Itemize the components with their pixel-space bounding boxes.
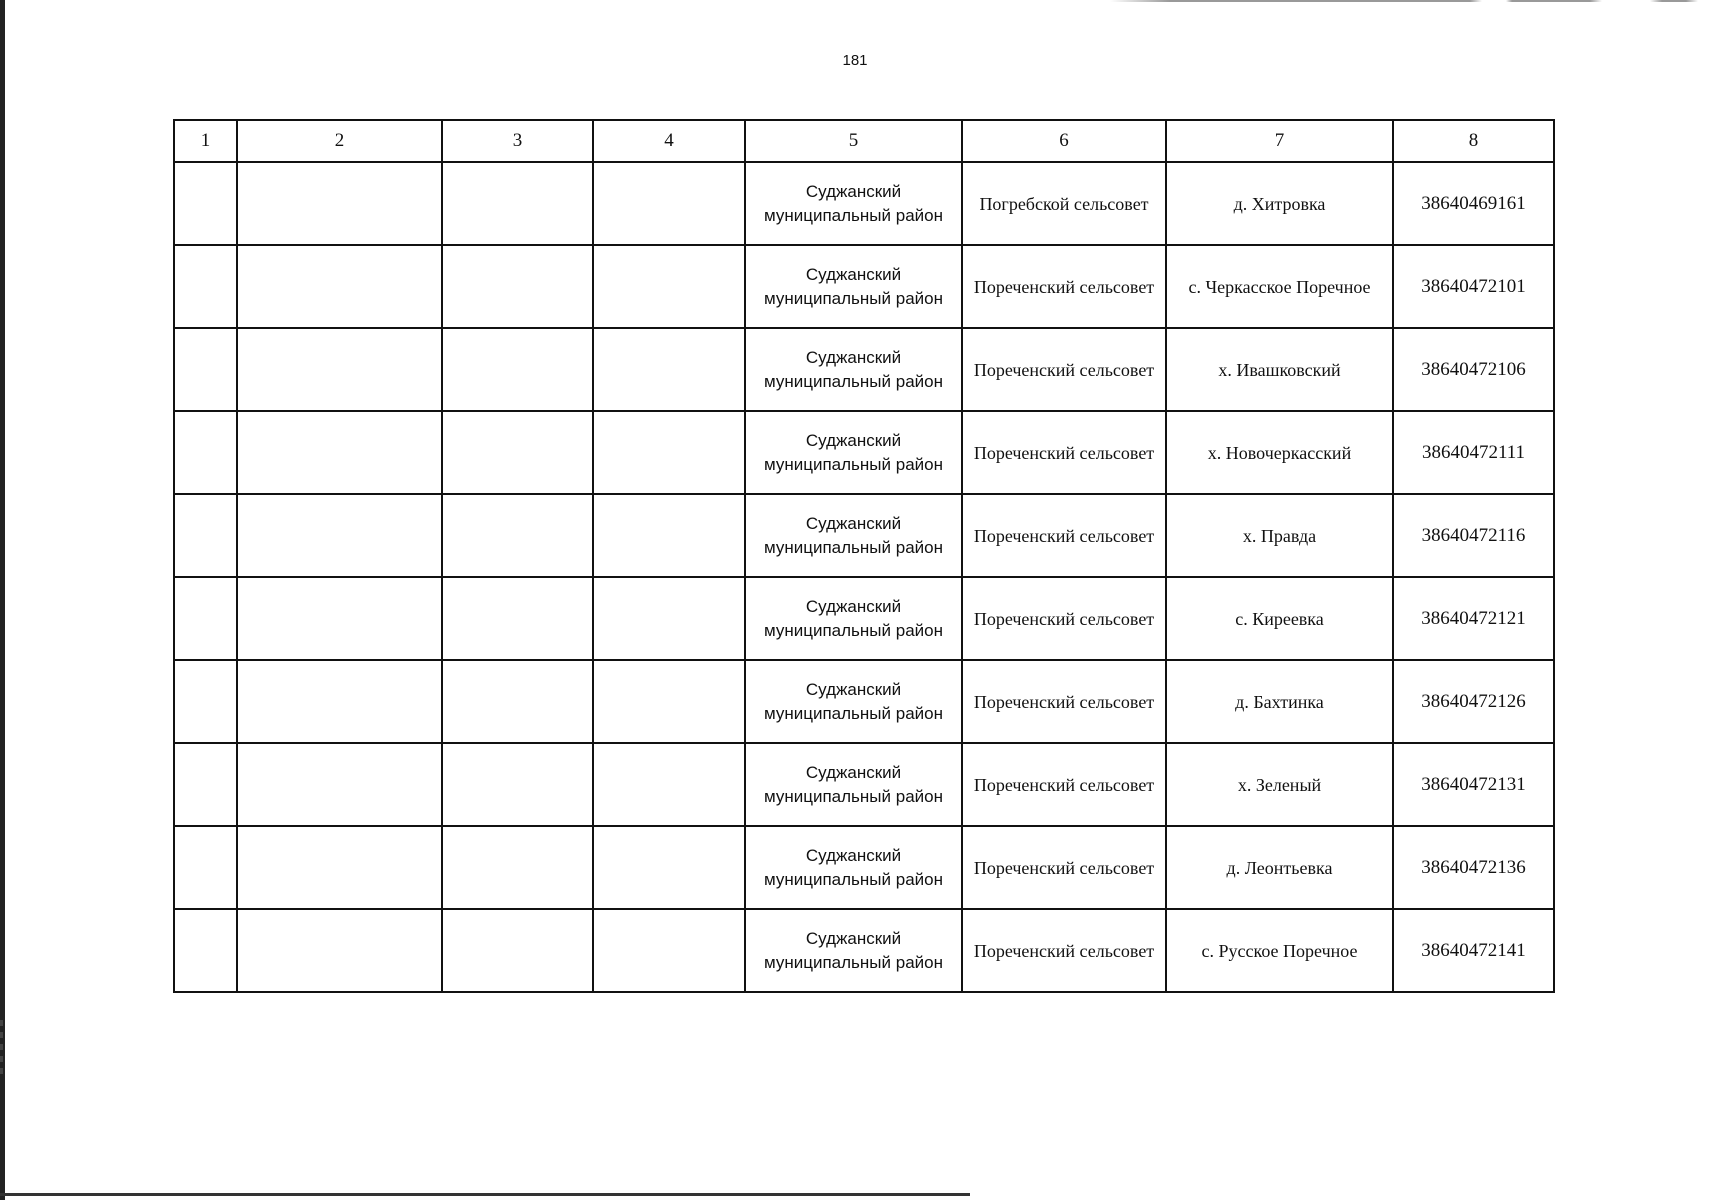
cell-col4 [593,826,745,909]
cell-col2 [237,411,442,494]
cell-settlement: х. Зеленый [1166,743,1393,826]
cell-col4 [593,245,745,328]
cell-col1 [174,660,237,743]
cell-council: Пореченский сельсовет [962,909,1166,992]
cell-col2 [237,162,442,245]
cell-col1 [174,162,237,245]
settlements-table [173,119,1555,993]
cell-col2 [237,909,442,992]
district-type: муниципальный район [763,952,943,972]
cell-council: Пореченский сельсовет [962,826,1166,909]
cell-district [745,328,962,411]
district-name: Суджанский [805,430,902,450]
cell-council: Пореченский сельсовет [962,245,1166,328]
cell-col4 [593,411,745,494]
cell-council: Погребской сельсовет [962,162,1166,245]
district-type: муниципальный район [763,371,943,391]
cell-settlement: х. Ивашковский [1166,328,1393,411]
cell-code: 38640472136 [1393,826,1554,909]
cell-settlement: д. Бахтинка [1166,660,1393,743]
header-row [174,120,1554,162]
column-header-1: 1 [174,120,237,162]
cell-col3 [442,660,593,743]
table-row [174,826,1554,909]
cell-col2 [237,826,442,909]
cell-col3 [442,826,593,909]
cell-col3 [442,245,593,328]
cell-col3 [442,494,593,577]
cell-district [745,660,962,743]
column-header-4: 4 [593,120,745,162]
cell-col4 [593,909,745,992]
cell-code: 38640472116 [1393,494,1554,577]
district-name: Суджанский [805,347,902,367]
district-name: Суджанский [805,679,902,699]
cell-col3 [442,328,593,411]
cell-col3 [442,743,593,826]
district-type: муниципальный район [763,703,943,723]
table-row [174,494,1554,577]
cell-col4 [593,660,745,743]
district-type: муниципальный район [763,620,943,640]
district-type: муниципальный район [763,205,943,225]
district-name: Суджанский [805,762,902,782]
cell-col3 [442,411,593,494]
district-name: Суджанский [805,181,902,201]
cell-col1 [174,909,237,992]
cell-district [745,577,962,660]
table-row [174,162,1554,245]
table-row [174,660,1554,743]
table-row [174,577,1554,660]
cell-col1 [174,328,237,411]
cell-settlement: с. Русское Поречное [1166,909,1393,992]
cell-district [745,245,962,328]
cell-settlement: х. Новочеркасский [1166,411,1393,494]
cell-code: 38640472126 [1393,660,1554,743]
cell-col3 [442,162,593,245]
scan-line-top [1110,0,1710,2]
table-row [174,328,1554,411]
district-type: муниципальный район [763,786,943,806]
cell-code: 38640472121 [1393,577,1554,660]
column-header-5: 5 [745,120,962,162]
cell-col2 [237,743,442,826]
district-name: Суджанский [805,513,902,533]
cell-settlement: х. Правда [1166,494,1393,577]
district-type: муниципальный район [763,288,943,308]
table-row [174,743,1554,826]
cell-code: 38640472111 [1393,411,1554,494]
table-row [174,245,1554,328]
district-type: муниципальный район [763,537,943,557]
table-row [174,909,1554,992]
cell-col1 [174,411,237,494]
district-name: Суджанский [805,928,902,948]
cell-col4 [593,328,745,411]
cell-district [745,826,962,909]
cell-council: Пореченский сельсовет [962,660,1166,743]
cell-col4 [593,743,745,826]
cell-district [745,743,962,826]
cell-code: 38640469161 [1393,162,1554,245]
column-header-2: 2 [237,120,442,162]
cell-col1 [174,245,237,328]
cell-council: Пореченский сельсовет [962,411,1166,494]
column-header-7: 7 [1166,120,1393,162]
cell-settlement: д. Хитровка [1166,162,1393,245]
cell-settlement: с. Киреевка [1166,577,1393,660]
cell-col2 [237,577,442,660]
column-header-8: 8 [1393,120,1554,162]
cell-col1 [174,577,237,660]
cell-col4 [593,162,745,245]
cell-col2 [237,494,442,577]
district-type: муниципальный район [763,454,943,474]
cell-council: Пореченский сельсовет [962,328,1166,411]
cell-council: Пореченский сельсовет [962,577,1166,660]
cell-col2 [237,328,442,411]
table-row [174,411,1554,494]
cell-code: 38640472106 [1393,328,1554,411]
scan-line-bottom [0,1193,970,1196]
column-header-6: 6 [962,120,1166,162]
cell-col1 [174,494,237,577]
cell-col1 [174,743,237,826]
cell-district [745,909,962,992]
cell-settlement: д. Леонтьевка [1166,826,1393,909]
column-header-3: 3 [442,120,593,162]
cell-council: Пореченский сельсовет [962,494,1166,577]
district-type: муниципальный район [763,869,943,889]
cell-col4 [593,494,745,577]
cell-col4 [593,577,745,660]
cell-col2 [237,660,442,743]
cell-code: 38640472141 [1393,909,1554,992]
cell-code: 38640472101 [1393,245,1554,328]
cell-code: 38640472131 [1393,743,1554,826]
cell-col3 [442,577,593,660]
district-name: Суджанский [805,596,902,616]
cell-district [745,411,962,494]
cell-settlement: с. Черкасское Поречное [1166,245,1393,328]
cell-district [745,494,962,577]
cell-col2 [237,245,442,328]
cell-col3 [442,909,593,992]
scan-edge-dash [0,1020,3,1080]
cell-col1 [174,826,237,909]
table-body [174,162,1554,992]
cell-council: Пореченский сельсовет [962,743,1166,826]
district-name: Суджанский [805,845,902,865]
district-name: Суджанский [805,264,902,284]
cell-district [745,162,962,245]
page-number: 181 [842,52,868,69]
